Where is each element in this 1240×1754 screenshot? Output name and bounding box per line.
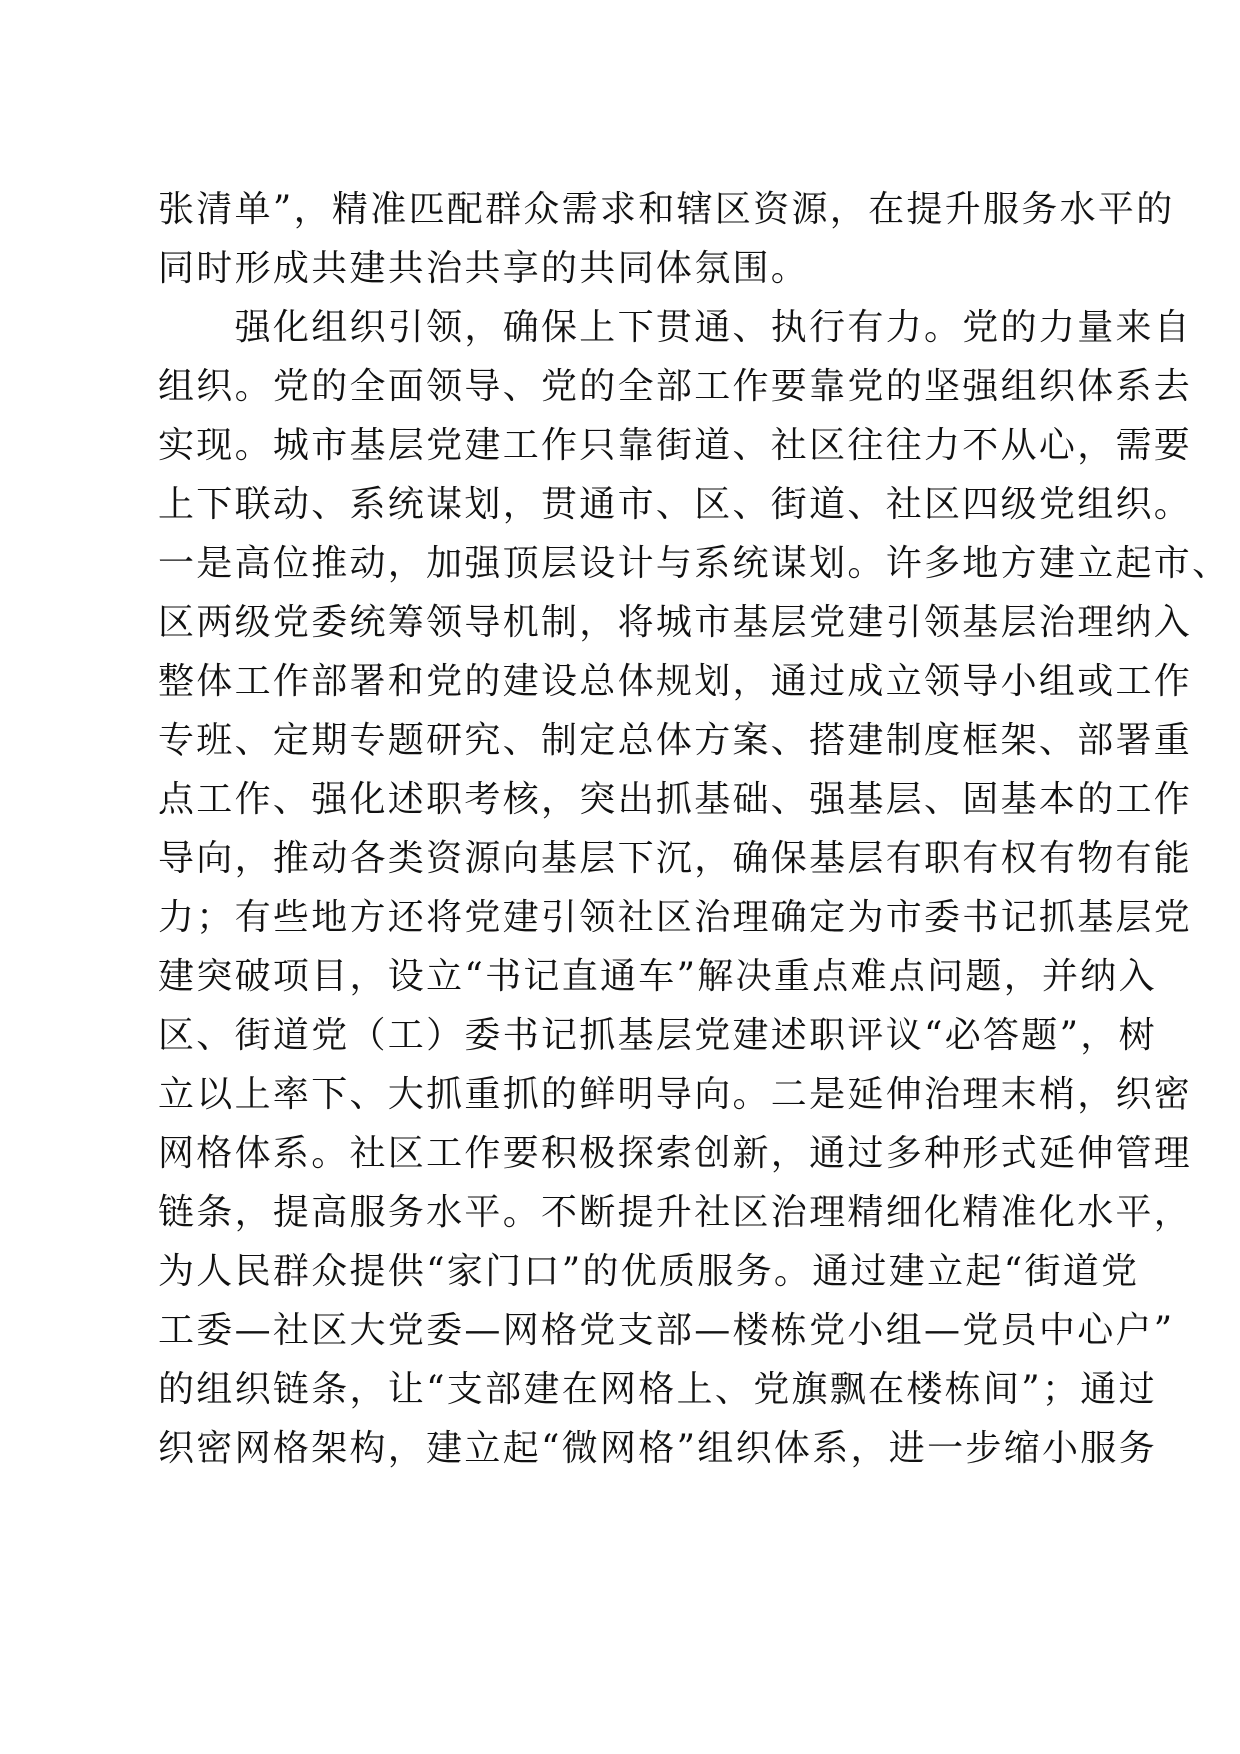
text-line-6: 上下联动、系统谋划，贯通市、区、街道、社区四级党组织。 <box>158 484 1193 525</box>
text-line-18: 链条，提高服务水平。不断提升社区治理精细化精准化水平， <box>158 1192 1193 1233</box>
text-line-7: 一是高位推动，加强顶层设计与系统谋划。许多地方建立起市、 <box>158 543 1231 584</box>
text-line-20: 工委—社区大党委—网格党支部—楼栋党小组—党员中心户” <box>158 1310 1175 1351</box>
text-line-21: 的组织链条，让“支部建在网格上、党旗飘在楼栋间”；通过 <box>158 1369 1157 1410</box>
text-line-14: 建突破项目，设立“书记直通车”解决重点难点问题，并纳入 <box>158 956 1157 997</box>
text-line-16: 立以上率下、大抓重抓的鲜明导向。二是延伸治理末梢，织密 <box>158 1074 1193 1115</box>
text-line-4: 组织。党的全面领导、党的全部工作要靠党的坚强组织体系去 <box>158 366 1193 407</box>
text-line-2: 同时形成共建共治共享的共同体氛围。 <box>158 248 810 289</box>
text-line-8: 区两级党委统筹领导机制，将城市基层党建引领基层治理纳入 <box>158 602 1193 643</box>
text-line-1: 张清单”，精准匹配群众需求和辖区资源，在提升服务水平的 <box>158 189 1175 230</box>
text-line-9: 整体工作部署和党的建设总体规划，通过成立领导小组或工作 <box>158 661 1193 702</box>
text-line-13: 力；有些地方还将党建引领社区治理确定为市委书记抓基层党 <box>158 897 1193 938</box>
text-line-17: 网格体系。社区工作要积极探索创新，通过多种形式延伸管理 <box>158 1133 1193 1174</box>
text-line-12: 导向，推动各类资源向基层下沉，确保基层有职有权有物有能 <box>158 838 1193 879</box>
text-line-19: 为人民群众提供“家门口”的优质服务。通过建立起“街道党 <box>158 1251 1140 1292</box>
text-line-15: 区、街道党（工）委书记抓基层党建述职评议“必答题”，树 <box>158 1015 1157 1056</box>
text-line-5: 实现。城市基层党建工作只靠街道、社区往往力不从心，需要 <box>158 425 1193 466</box>
body-text <box>158 180 1231 1478</box>
text-line-3: 强化组织引领，确保上下贯通、执行有力。党的力量来自 <box>158 307 1193 348</box>
text-line-22: 织密网格架构，建立起“微网格”组织体系，进一步缩小服务 <box>158 1428 1157 1469</box>
text-line-11: 点工作、强化述职考核，突出抓基础、强基层、固基本的工作 <box>158 779 1193 820</box>
text-line-10: 专班、定期专题研究、制定总体方案、搭建制度框架、部署重 <box>158 720 1193 761</box>
